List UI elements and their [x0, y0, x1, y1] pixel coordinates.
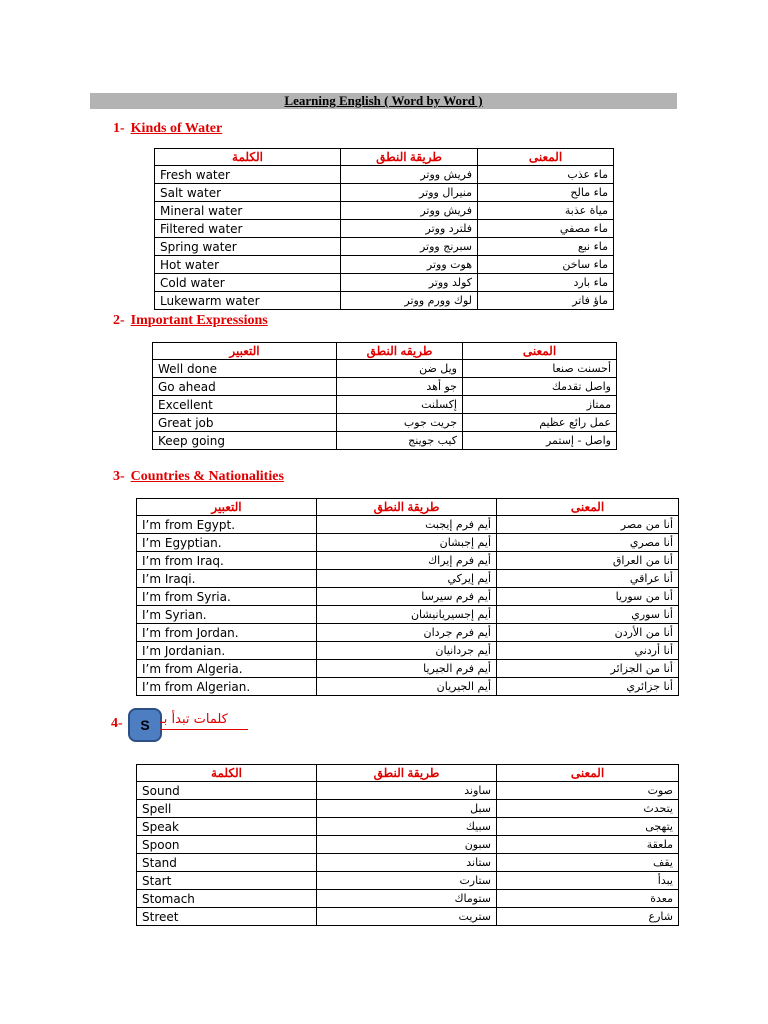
english-cell: Fresh water: [155, 166, 341, 184]
pronunciation-cell: أيم فرم الجيريا: [317, 660, 497, 678]
table-row: [137, 552, 679, 570]
table-row: [137, 678, 679, 696]
english-cell: Go ahead: [153, 378, 337, 396]
meaning-cell: عمل رائع عظيم: [463, 414, 617, 432]
section-4-number: 4-: [111, 716, 123, 731]
table-row: [137, 534, 679, 552]
table-row: [155, 256, 614, 274]
english-cell: Keep going: [153, 432, 337, 450]
pronunciation-cell: ساوند: [317, 782, 497, 800]
table-row: [155, 184, 614, 202]
english-cell: Excellent: [153, 396, 337, 414]
meaning-cell: ملعقة: [497, 836, 679, 854]
english-cell: I’m from Syria.: [137, 588, 317, 606]
meaning-cell: واصل تقدمك: [463, 378, 617, 396]
meaning-cell: يتحدث: [497, 800, 679, 818]
meaning-cell: يقف: [497, 854, 679, 872]
pronunciation-cell: أيم فرم جردان: [317, 624, 497, 642]
english-cell: I’m Syrian.: [137, 606, 317, 624]
table-row: [155, 274, 614, 292]
pronunciation-cell: منيرال ووتر: [341, 184, 478, 202]
english-cell: I’m from Algerian.: [137, 678, 317, 696]
column-header: طريقة النطق: [317, 765, 497, 782]
column-header: التعبير: [137, 499, 317, 516]
meaning-cell: صوت: [497, 782, 679, 800]
column-header: المعنى: [497, 765, 679, 782]
pronunciation-cell: أيم فرم سيرسا: [317, 588, 497, 606]
meaning-cell: أنا من العراق: [497, 552, 679, 570]
meaning-cell: ماء عذب: [478, 166, 614, 184]
pronunciation-cell: فريش ووتر: [341, 166, 478, 184]
table-row: [137, 606, 679, 624]
table-row: [153, 414, 617, 432]
document-title: Learning English ( Word by Word ): [90, 93, 677, 109]
pronunciation-cell: أيم إيركي: [317, 570, 497, 588]
pronunciation-cell: فريش ووتر: [341, 202, 478, 220]
column-header: الكلمة: [137, 765, 317, 782]
pronunciation-cell: ستريت: [317, 908, 497, 926]
table-row: [137, 642, 679, 660]
pronunciation-cell: لوك وورم ووتر: [341, 292, 478, 310]
table-row: [137, 818, 679, 836]
meaning-cell: ماء بارد: [478, 274, 614, 292]
pronunciation-cell: كيب جوينج: [337, 432, 463, 450]
table-row: [155, 166, 614, 184]
table-row: [137, 588, 679, 606]
english-cell: Mineral water: [155, 202, 341, 220]
letter-s-badge: S: [128, 708, 162, 742]
meaning-cell: أنا من مصر: [497, 516, 679, 534]
meaning-cell: أنا من الجزائر: [497, 660, 679, 678]
meaning-cell: أنا من الأردن: [497, 624, 679, 642]
english-cell: Sound: [137, 782, 317, 800]
column-header: طريقه النطق: [337, 343, 463, 360]
meaning-cell: أنا عراقي: [497, 570, 679, 588]
table-row: [153, 396, 617, 414]
table-row: [137, 836, 679, 854]
pronunciation-cell: أيم إجسيريانيشان: [317, 606, 497, 624]
meaning-cell: ممتاز: [463, 396, 617, 414]
english-cell: Salt water: [155, 184, 341, 202]
column-header: المعنى: [463, 343, 617, 360]
meaning-cell: أنا جزائري: [497, 678, 679, 696]
countries-nationalities-table: [136, 498, 679, 696]
english-cell: I’m from Egypt.: [137, 516, 317, 534]
english-cell: Cold water: [155, 274, 341, 292]
pronunciation-cell: سبرنج ووتر: [341, 238, 478, 256]
english-cell: Spring water: [155, 238, 341, 256]
meaning-cell: أنا من سوريا: [497, 588, 679, 606]
pronunciation-cell: أيم فرم إيراك: [317, 552, 497, 570]
table-row: [137, 516, 679, 534]
table-header-row: [137, 499, 679, 516]
meaning-cell: شارع: [497, 908, 679, 926]
kinds-of-water-table: [154, 148, 614, 310]
meaning-cell: ماؤ فاتر: [478, 292, 614, 310]
table-row: [155, 220, 614, 238]
table-row: [137, 570, 679, 588]
english-cell: I’m Egyptian.: [137, 534, 317, 552]
pronunciation-cell: سبون: [317, 836, 497, 854]
english-cell: Street: [137, 908, 317, 926]
table-row: [153, 360, 617, 378]
meaning-cell: أحسنت صنعا: [463, 360, 617, 378]
pronunciation-cell: أيم جردانيان: [317, 642, 497, 660]
meaning-cell: معدة: [497, 890, 679, 908]
pronunciation-cell: أيم الجيريان: [317, 678, 497, 696]
english-cell: Filtered water: [155, 220, 341, 238]
table-row: [137, 872, 679, 890]
meaning-cell: يبدأ: [497, 872, 679, 890]
pronunciation-cell: سبيك: [317, 818, 497, 836]
table-row: [137, 890, 679, 908]
section-4-heading: كلمات تبدأ بـ: [160, 712, 248, 730]
table-row: [137, 782, 679, 800]
meaning-cell: أنا مصري: [497, 534, 679, 552]
meaning-cell: ماء مالح: [478, 184, 614, 202]
meaning-cell: أنا أردني: [497, 642, 679, 660]
pronunciation-cell: جو أهد: [337, 378, 463, 396]
table-header-row: [137, 765, 679, 782]
meaning-cell: واصل - إستمر: [463, 432, 617, 450]
table-row: [153, 432, 617, 450]
pronunciation-cell: ستوماك: [317, 890, 497, 908]
english-cell: Lukewarm water: [155, 292, 341, 310]
table-header-row: [155, 149, 614, 166]
pronunciation-cell: جريت جوب: [337, 414, 463, 432]
english-cell: Start: [137, 872, 317, 890]
english-cell: Speak: [137, 818, 317, 836]
table-row: [137, 624, 679, 642]
english-cell: Hot water: [155, 256, 341, 274]
table-row: [137, 660, 679, 678]
pronunciation-cell: أيم إجبشان: [317, 534, 497, 552]
column-header: المعنى: [497, 499, 679, 516]
english-cell: I’m from Algeria.: [137, 660, 317, 678]
pronunciation-cell: ستارت: [317, 872, 497, 890]
english-cell: Stand: [137, 854, 317, 872]
english-cell: Spoon: [137, 836, 317, 854]
pronunciation-cell: فلترد ووتر: [341, 220, 478, 238]
column-header: طريقة النطق: [317, 499, 497, 516]
pronunciation-cell: إكسلنت: [337, 396, 463, 414]
column-header: طريقة النطق: [341, 149, 478, 166]
pronunciation-cell: ستاند: [317, 854, 497, 872]
table-row: [137, 800, 679, 818]
meaning-cell: ماء ساخن: [478, 256, 614, 274]
table-header-row: [153, 343, 617, 360]
meaning-cell: يتهجى: [497, 818, 679, 836]
table-row: [153, 378, 617, 396]
words-starting-with-s-table: [136, 764, 679, 926]
table-row: [155, 292, 614, 310]
pronunciation-cell: أيم فرم إيجبت: [317, 516, 497, 534]
meaning-cell: مياة عذبة: [478, 202, 614, 220]
table-row: [137, 854, 679, 872]
column-header: الكلمة: [155, 149, 341, 166]
section-2-heading: 2- Important Expressions: [113, 313, 268, 328]
table-row: [137, 908, 679, 926]
important-expressions-table: [152, 342, 617, 450]
english-cell: I’m from Iraq.: [137, 552, 317, 570]
table-row: [155, 238, 614, 256]
meaning-cell: أنا سوري: [497, 606, 679, 624]
pronunciation-cell: ويل ضن: [337, 360, 463, 378]
english-cell: I’m Jordanian.: [137, 642, 317, 660]
english-cell: Well done: [153, 360, 337, 378]
pronunciation-cell: سبل: [317, 800, 497, 818]
english-cell: I’m Iraqi.: [137, 570, 317, 588]
meaning-cell: ماء مصفي: [478, 220, 614, 238]
column-header: المعنى: [478, 149, 614, 166]
pronunciation-cell: هوت ووتر: [341, 256, 478, 274]
table-row: [155, 202, 614, 220]
pronunciation-cell: كولد ووتر: [341, 274, 478, 292]
column-header: التعبير: [153, 343, 337, 360]
english-cell: Great job: [153, 414, 337, 432]
section-1-heading: 1- Kinds of Water: [113, 121, 223, 136]
english-cell: Spell: [137, 800, 317, 818]
meaning-cell: ماء نبع: [478, 238, 614, 256]
english-cell: Stomach: [137, 890, 317, 908]
section-3-heading: 3- Countries & Nationalities: [113, 469, 284, 484]
english-cell: I’m from Jordan.: [137, 624, 317, 642]
